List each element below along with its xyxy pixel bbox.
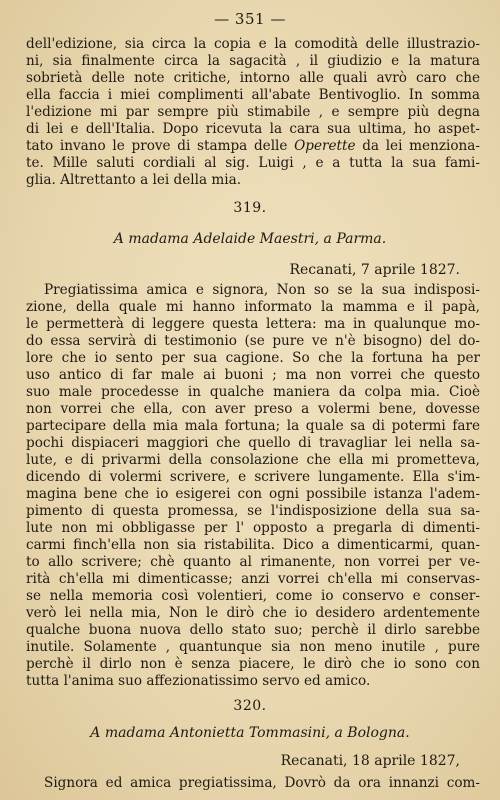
text-line: ni, sia finalmente circa la sagacità , il giudizio e la matura [26,53,480,69]
text-line: pochi dispiaceri maggiori che quello di travagliar lei nella sa- [26,435,480,451]
italic-title: Operette [294,138,356,154]
text-line: inutile. Solamente , quantunque sia non meno inutile , pure [26,639,480,655]
text-line: partecipare della mia mala fortuna; la quale sa di potermi fare [26,418,480,434]
text-line: te. Mille saluti cordiali al sig. Luigi , e a tutta la sua fami- [26,155,480,171]
letter-number: 319. [233,200,267,216]
letter-number: 320. [233,698,267,714]
text-line: pimento di questa promessa, se l'indisposizione della sua sa- [26,503,480,519]
text-line: lute, e di privarmi della consolazione che ella mi prometteva, [26,452,480,468]
text-line: zione, della quale mi hanno informato la mamma e il papà, [26,299,480,315]
letter-date: Recanati, 18 aprile 1827, [280,753,460,769]
text-line: le permetterà di leggere questa lettera: ma in qualunque mo- [26,316,480,332]
text-line-content: tato invano le prove di stampa delle Operette da lei menziona- [26,138,480,154]
letter-address: A madama Adelaide Maestri, a Parma. [113,231,387,247]
text-line: lore che io sento per sua cagione. So che la fortuna ha per [26,350,480,366]
text-line: do essa servirà di testimonio (se pure ve n'è bisogno) del do- [26,333,480,349]
text-line: rità ch'ella mi dimenticasse; anzi vorrei ch'ella mi conservas- [26,571,480,587]
text-line: lute non mi obbligasse per l' opposto a pregarla di dimenti- [26,520,480,536]
text-line: Pregiatissima amica e signora, Non so se la sua indisposi- [44,282,480,298]
letter-date: Recanati, 7 aprile 1827. [289,262,460,278]
text-line: di lei e dell'Italia. Dopo ricevuta la cara sua ultima, ho aspet- [26,121,480,137]
text-line: uso antico di far male ai buoni ; ma non vorrei che questo [26,367,480,383]
text-line: carmi finch'ella non sia ristabilita. Dico a dimenticarmi, quan- [26,537,480,553]
text-line: tutta l'anima suo affezionatissimo servo ed amico. [26,673,371,689]
text-line: ella faccia i miei complimenti all'abate Bentivoglio. In somma [26,87,480,103]
text-line: magina bene che io esigerei con ogni possibile istanza l'adem- [26,486,480,502]
text-line: to allo scrivere; chè quanto al rimanente, non vorrei per ve- [26,554,480,570]
text-line: verò lei nella mia, Non le dirò che io desidero ardentemente [26,605,480,621]
text-line: non vorrei che ella, con aver preso a volermi bene, dovesse [26,401,480,417]
text-line: sobrietà delle note critiche, intorno alle quali avrò caro che [26,70,480,86]
letter-address: A madama Antonietta Tommasini, a Bologna. [90,725,410,741]
text-line: dicendo di volermi scrivere, e scrivere lungamente. Ella s'im- [26,469,480,485]
text-line: perchè il dirlo non è senza piacere, le dirò che io sono con [26,656,480,672]
text-line: qualche buona nuova dello stato suo; perchè il dirlo sarebbe [26,622,480,638]
text-line: glia. Altrettanto a lei della mia. [26,172,242,188]
text-line: l'edizione mi par sempre più stimabile , e sempre più degna [26,104,480,120]
text-line [26,138,480,155]
text-line: se nella memoria così volentieri, come io conservo e conser- [26,588,480,604]
text-line: Signora ed amica pregiatissima, Dovrò da ora innanzi com- [44,775,480,791]
text-line: dell'edizione, sia circa la copia e la comodità delle illustrazio- [26,36,480,52]
page-number: — 351 — [214,10,286,28]
text-line: suo male procedesse in qualche maniera da colpa mia. Cioè [26,384,480,400]
